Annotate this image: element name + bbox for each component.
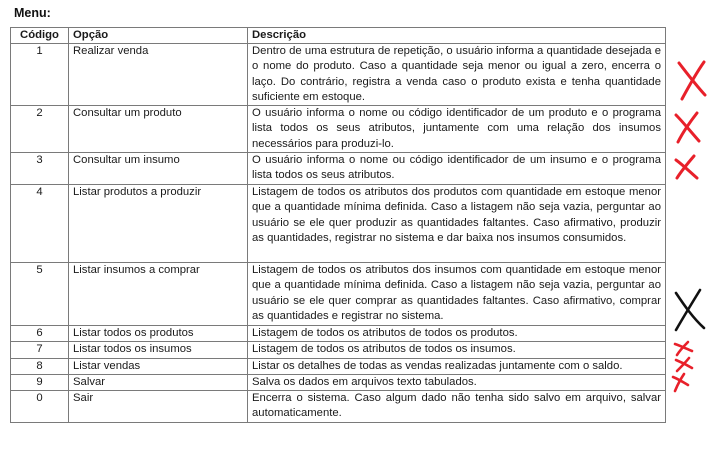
table-row xyxy=(11,263,666,326)
row-option: Sair xyxy=(69,391,248,423)
red-x-mark-row-6 xyxy=(675,342,692,355)
row-code: 1 xyxy=(11,44,69,106)
row-code: 8 xyxy=(11,358,69,374)
row-description: Listar os detalhes de todas as vendas realizadas juntamente com o saldo. xyxy=(248,358,666,374)
red-x-mark-row-1 xyxy=(679,62,705,99)
row-description: Listagem de todos os atributos dos produtos com quantidade em estoque menor que a quantidade mínima definida. Caso a listagem não seja vazia, perguntar ao usuário se ele quer produzir as quantidades faltantes. Caso afirmativo, produzir as quantidades, registrar no sistema e dar baixa nos insumos consumidos. xyxy=(248,185,666,263)
row-code: 3 xyxy=(11,153,69,185)
menu-table xyxy=(10,27,666,423)
red-x-mark-row-7 xyxy=(676,358,692,371)
table-row xyxy=(11,153,666,185)
row-option: Listar todos os produtos xyxy=(69,326,248,342)
red-x-mark-row-8 xyxy=(673,374,688,391)
row-option: Consultar um produto xyxy=(69,106,248,153)
row-description: Listagem de todos os atributos de todos os produtos. xyxy=(248,326,666,342)
menu-heading: Menu: xyxy=(14,6,51,20)
row-code: 6 xyxy=(11,326,69,342)
row-option: Listar insumos a comprar xyxy=(69,263,248,326)
table-row xyxy=(11,374,666,390)
row-option: Listar vendas xyxy=(69,358,248,374)
row-option: Realizar venda xyxy=(69,44,248,106)
row-code: 0 xyxy=(11,391,69,423)
row-description: Salva os dados em arquivos texto tabulados. xyxy=(248,374,666,390)
table-row xyxy=(11,326,666,342)
red-x-mark-row-3 xyxy=(676,156,697,178)
row-code: 7 xyxy=(11,342,69,358)
row-description: Listagem de todos os atributos de todos os insumos. xyxy=(248,342,666,358)
header-description: Descrição xyxy=(248,28,666,44)
table-row xyxy=(11,391,666,423)
row-option: Consultar um insumo xyxy=(69,153,248,185)
row-code: 5 xyxy=(11,263,69,326)
row-description: Dentro de uma estrutura de repetição, o usuário informa a quantidade desejada e o nome do produto. Caso a quantidade seja menor ou igual a zero, encerra o laço. Do contrário, registra a venda caso o produto exista e tenha quantidade suficiente em estoque. xyxy=(248,44,666,106)
header-code: Código xyxy=(11,28,69,44)
table-row xyxy=(11,358,666,374)
row-code: 2 xyxy=(11,106,69,153)
red-x-mark-row-2 xyxy=(676,113,699,142)
row-description: O usuário informa o nome ou código identificador de um insumo e o programa lista todos os seus atributos. xyxy=(248,153,666,185)
table-header-row xyxy=(11,28,666,44)
row-option: Listar todos os insumos xyxy=(69,342,248,358)
header-option: Opção xyxy=(69,28,248,44)
row-description: Listagem de todos os atributos dos insumos com quantidade em estoque menor que a quantidade mínima definida. Caso a listagem não seja vazia, perguntar ao usuário se ele quer comprar as quantidades faltantes. Caso afirmativo, comprar as quantidades e registrar no sistema. xyxy=(248,263,666,326)
row-description: O usuário informa o nome ou código identificador de um produto e o programa lista todos os seus atributos, juntamente com uma relação dos insumos necessários para produzi-lo. xyxy=(248,106,666,153)
row-description: Encerra o sistema. Caso algum dado não tenha sido salvo em arquivo, salvar automaticamente. xyxy=(248,391,666,423)
row-option: Salvar xyxy=(69,374,248,390)
row-code: 4 xyxy=(11,185,69,263)
table-row xyxy=(11,185,666,263)
row-code: 9 xyxy=(11,374,69,390)
table-row xyxy=(11,342,666,358)
table-row xyxy=(11,44,666,106)
table-row xyxy=(11,106,666,153)
row-option: Listar produtos a produzir xyxy=(69,185,248,263)
black-x-mark-row-5 xyxy=(676,290,704,330)
